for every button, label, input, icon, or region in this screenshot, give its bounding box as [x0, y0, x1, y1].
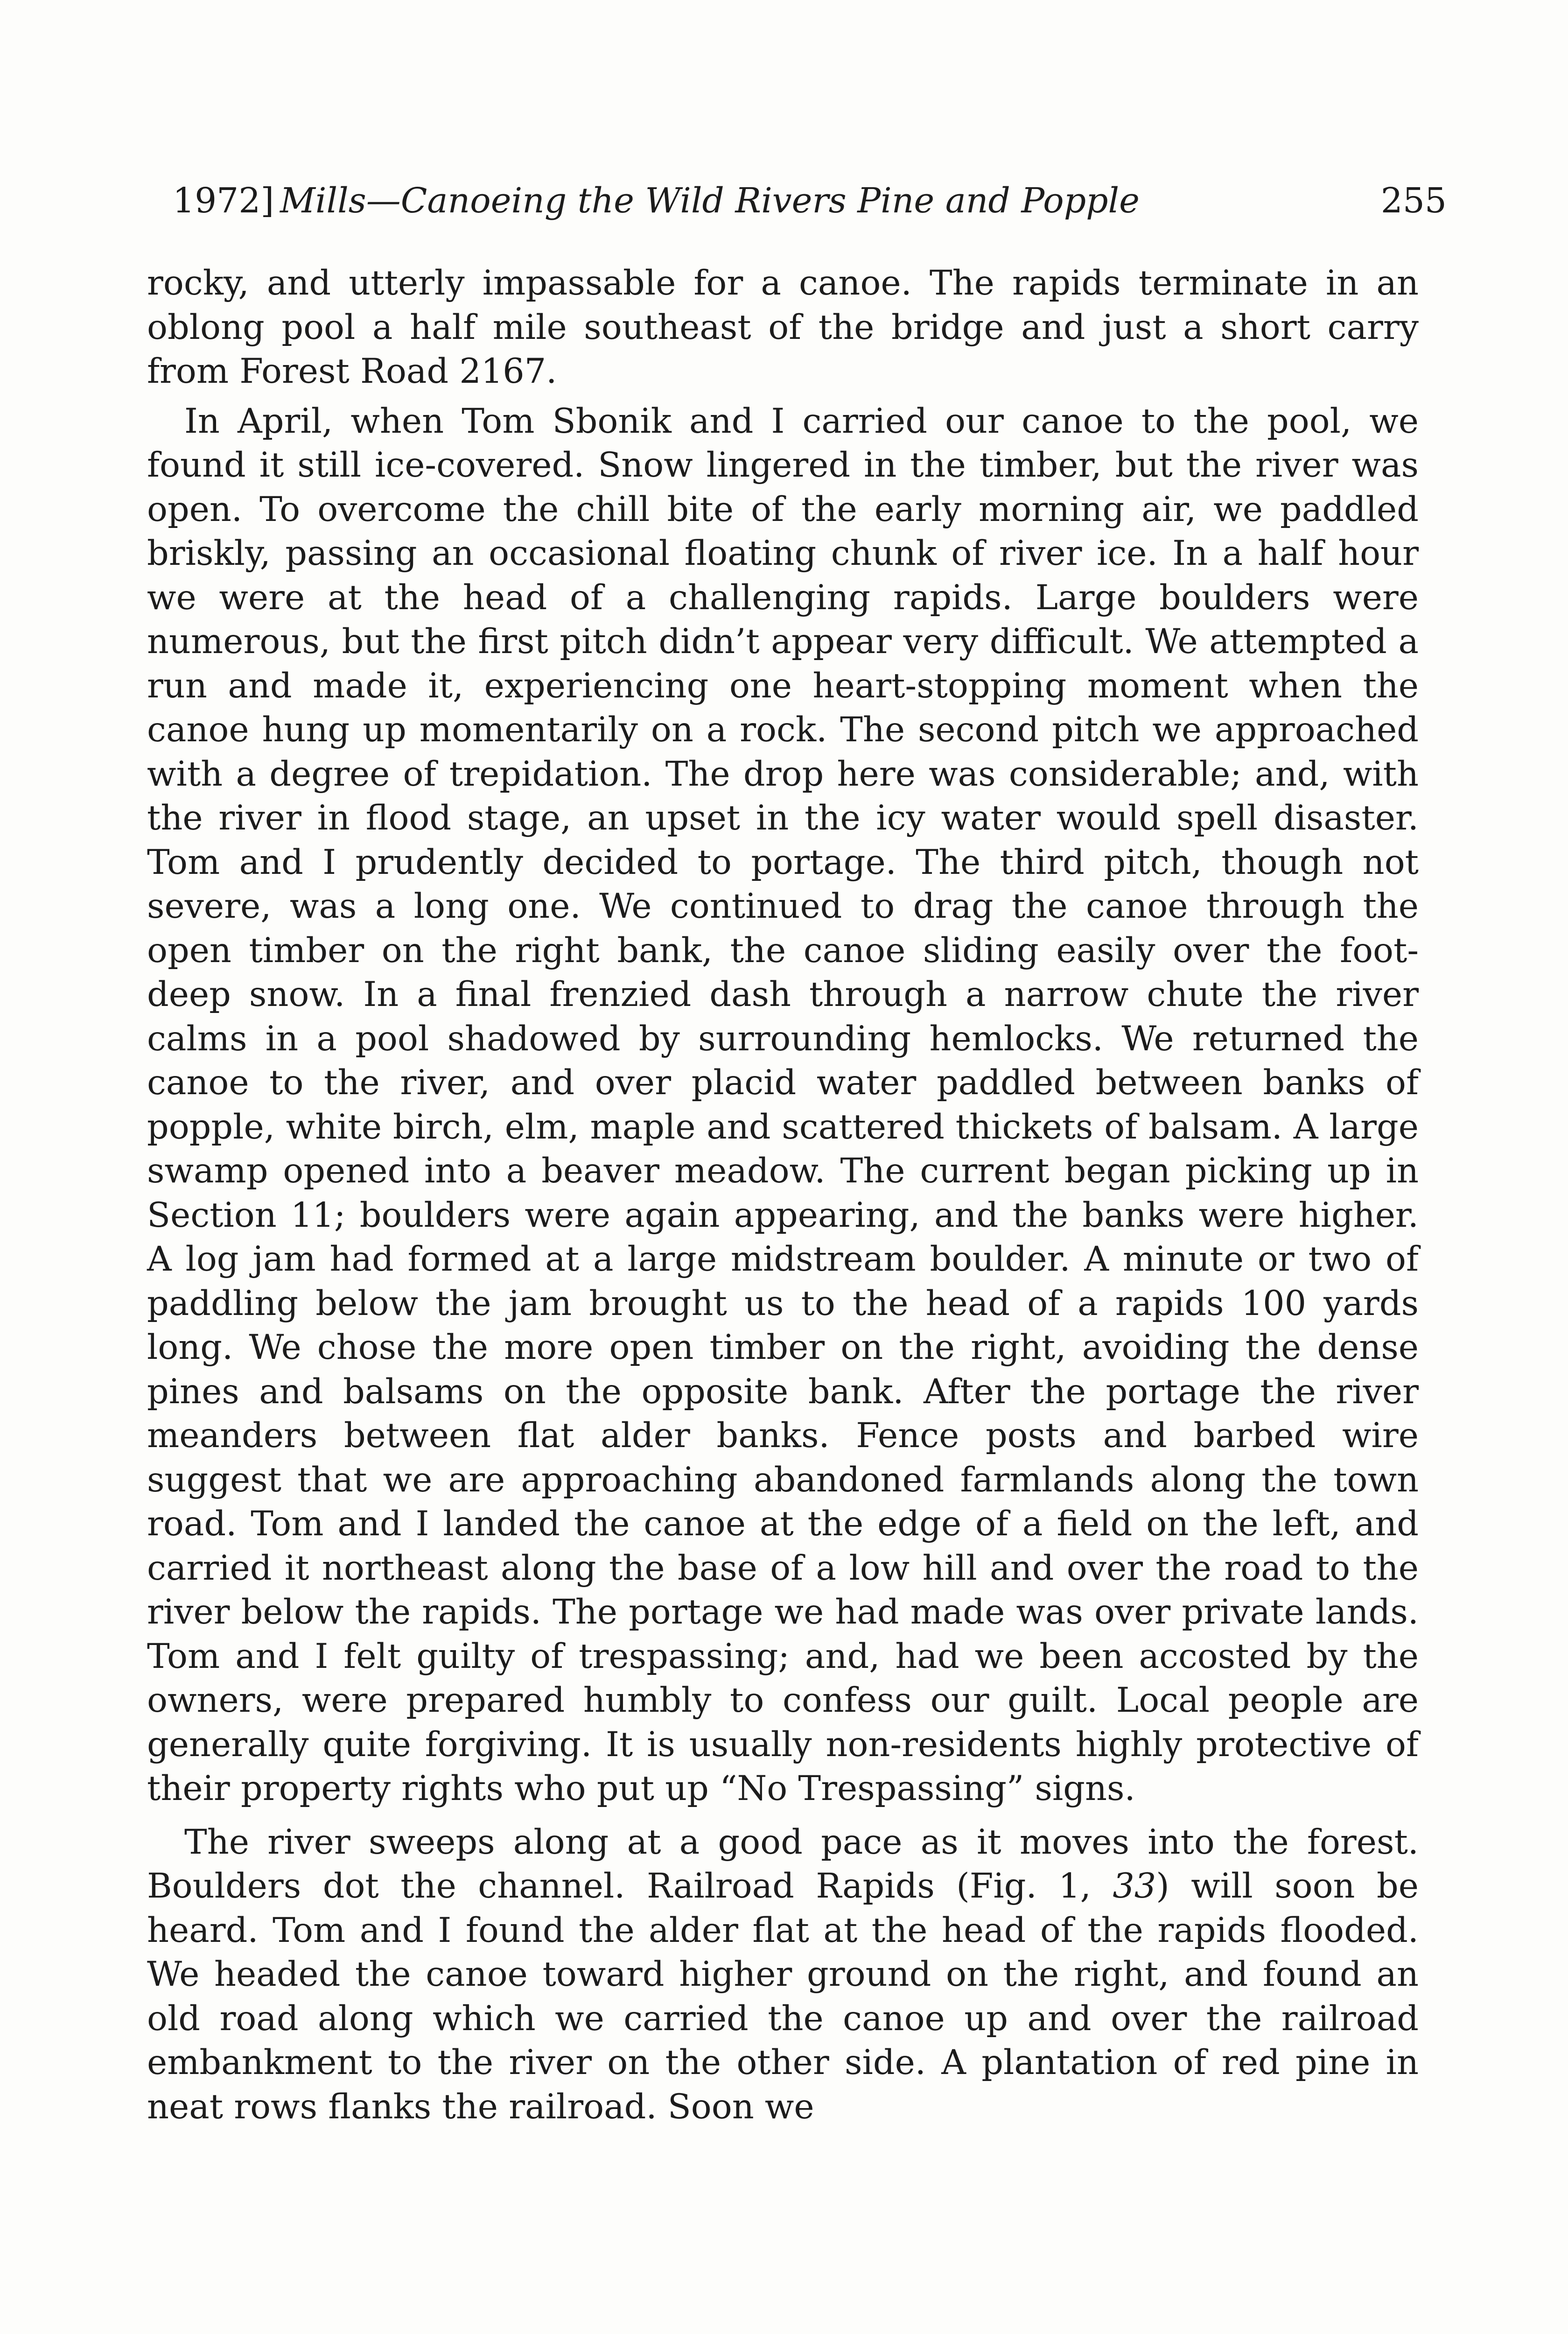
figure-reference-number: 33 — [1113, 1866, 1156, 1906]
paragraph-april-trip: In April, when Tom Sbonik and I carried our canoe to the pool, we found it still ice-covered. Snow lingered in the timber, but the river was open. To overcome the chill bite of the early morning air, we paddled briskly, passing an occasional floating chunk of river ice. In a half hour we were at the head of a challenging rapids. Large boulders were numerous, but the first pitch didn’t appear very difficult. We attempted a run and made it, experiencing one heart-stopping moment when the canoe hung up momentarily on a rock. The second pitch we approached with a degree of trepidation. The drop here was considerable; and, with the river in flood stage, an upset in the icy water would spell disaster. Tom and I prudently decided to portage. The third pitch, though not severe, was a long one. We continued to drag the canoe through the open timber on the right bank, the canoe sliding easily over the foot-deep snow. In a final frenzied dash through a narrow chute the river calms in a pool shadowed by surrounding hemlocks. We returned the canoe to the river, and over placid water paddled between banks of popple, white birch, elm, maple and scattered thickets of balsam. A large swamp opened into a beaver meadow. The current began picking up in Section 11; boulders were again appearing, and the banks were higher. A log jam had formed at a large midstream boulder. A minute or two of paddling below the jam brought us to the head of a rapids 100 yards long. We chose the more open timber on the right, avoiding the dense pines and balsams on the opposite bank. After the portage the river meanders between flat alder banks. Fence posts and barbed wire suggest that we are approaching abandoned farmlands along the town road. Tom and I landed the canoe at the edge of a field on the left, and carried it northeast along the base of a low hill and over the road to the river below the rapids. The portage we had made was over private lands. Tom and I felt guilty of trespassing; and, had we been accosted by the owners, were prepared humbly to confess our guilt. Local people are generally quite forgiving. It is usually non-residents highly protective of their property rights who put up “No Trespassing” signs. — [147, 401, 1419, 1808]
paragraph-text-after-figure-ref: ) will soon be heard. Tom and I found the alder flat at the head of the rapids flooded. We headed the canoe toward higher ground on the right, and found an old road along which we carried the canoe up and over the railroad embankment to the river on the other side. A plantation of red pine in neat rows flanks the railroad. Soon we — [147, 1866, 1419, 2127]
paragraph-railroad-rapids — [147, 1821, 1419, 2130]
running-head-year: 1972] — [173, 181, 274, 221]
article-body — [147, 261, 1419, 2129]
paragraph-continuation: rocky, and utterly impassable for a canoe. The rapids terminate in an oblong pool a half mile southeast of the bridge and just a short carry from Forest Road 2167. — [147, 263, 1419, 391]
page-number: 255 — [1380, 181, 1447, 221]
running-head — [173, 175, 1447, 226]
running-head-title: Mills—Canoeing the Wild Rivers Pine and Popple — [280, 181, 1140, 221]
paragraph-text-before-figure-ref: The river sweeps along at a good pace as it moves into the forest. Boulders dot the channel. Railroad Rapids (Fig. 1, — [147, 1822, 1419, 1906]
